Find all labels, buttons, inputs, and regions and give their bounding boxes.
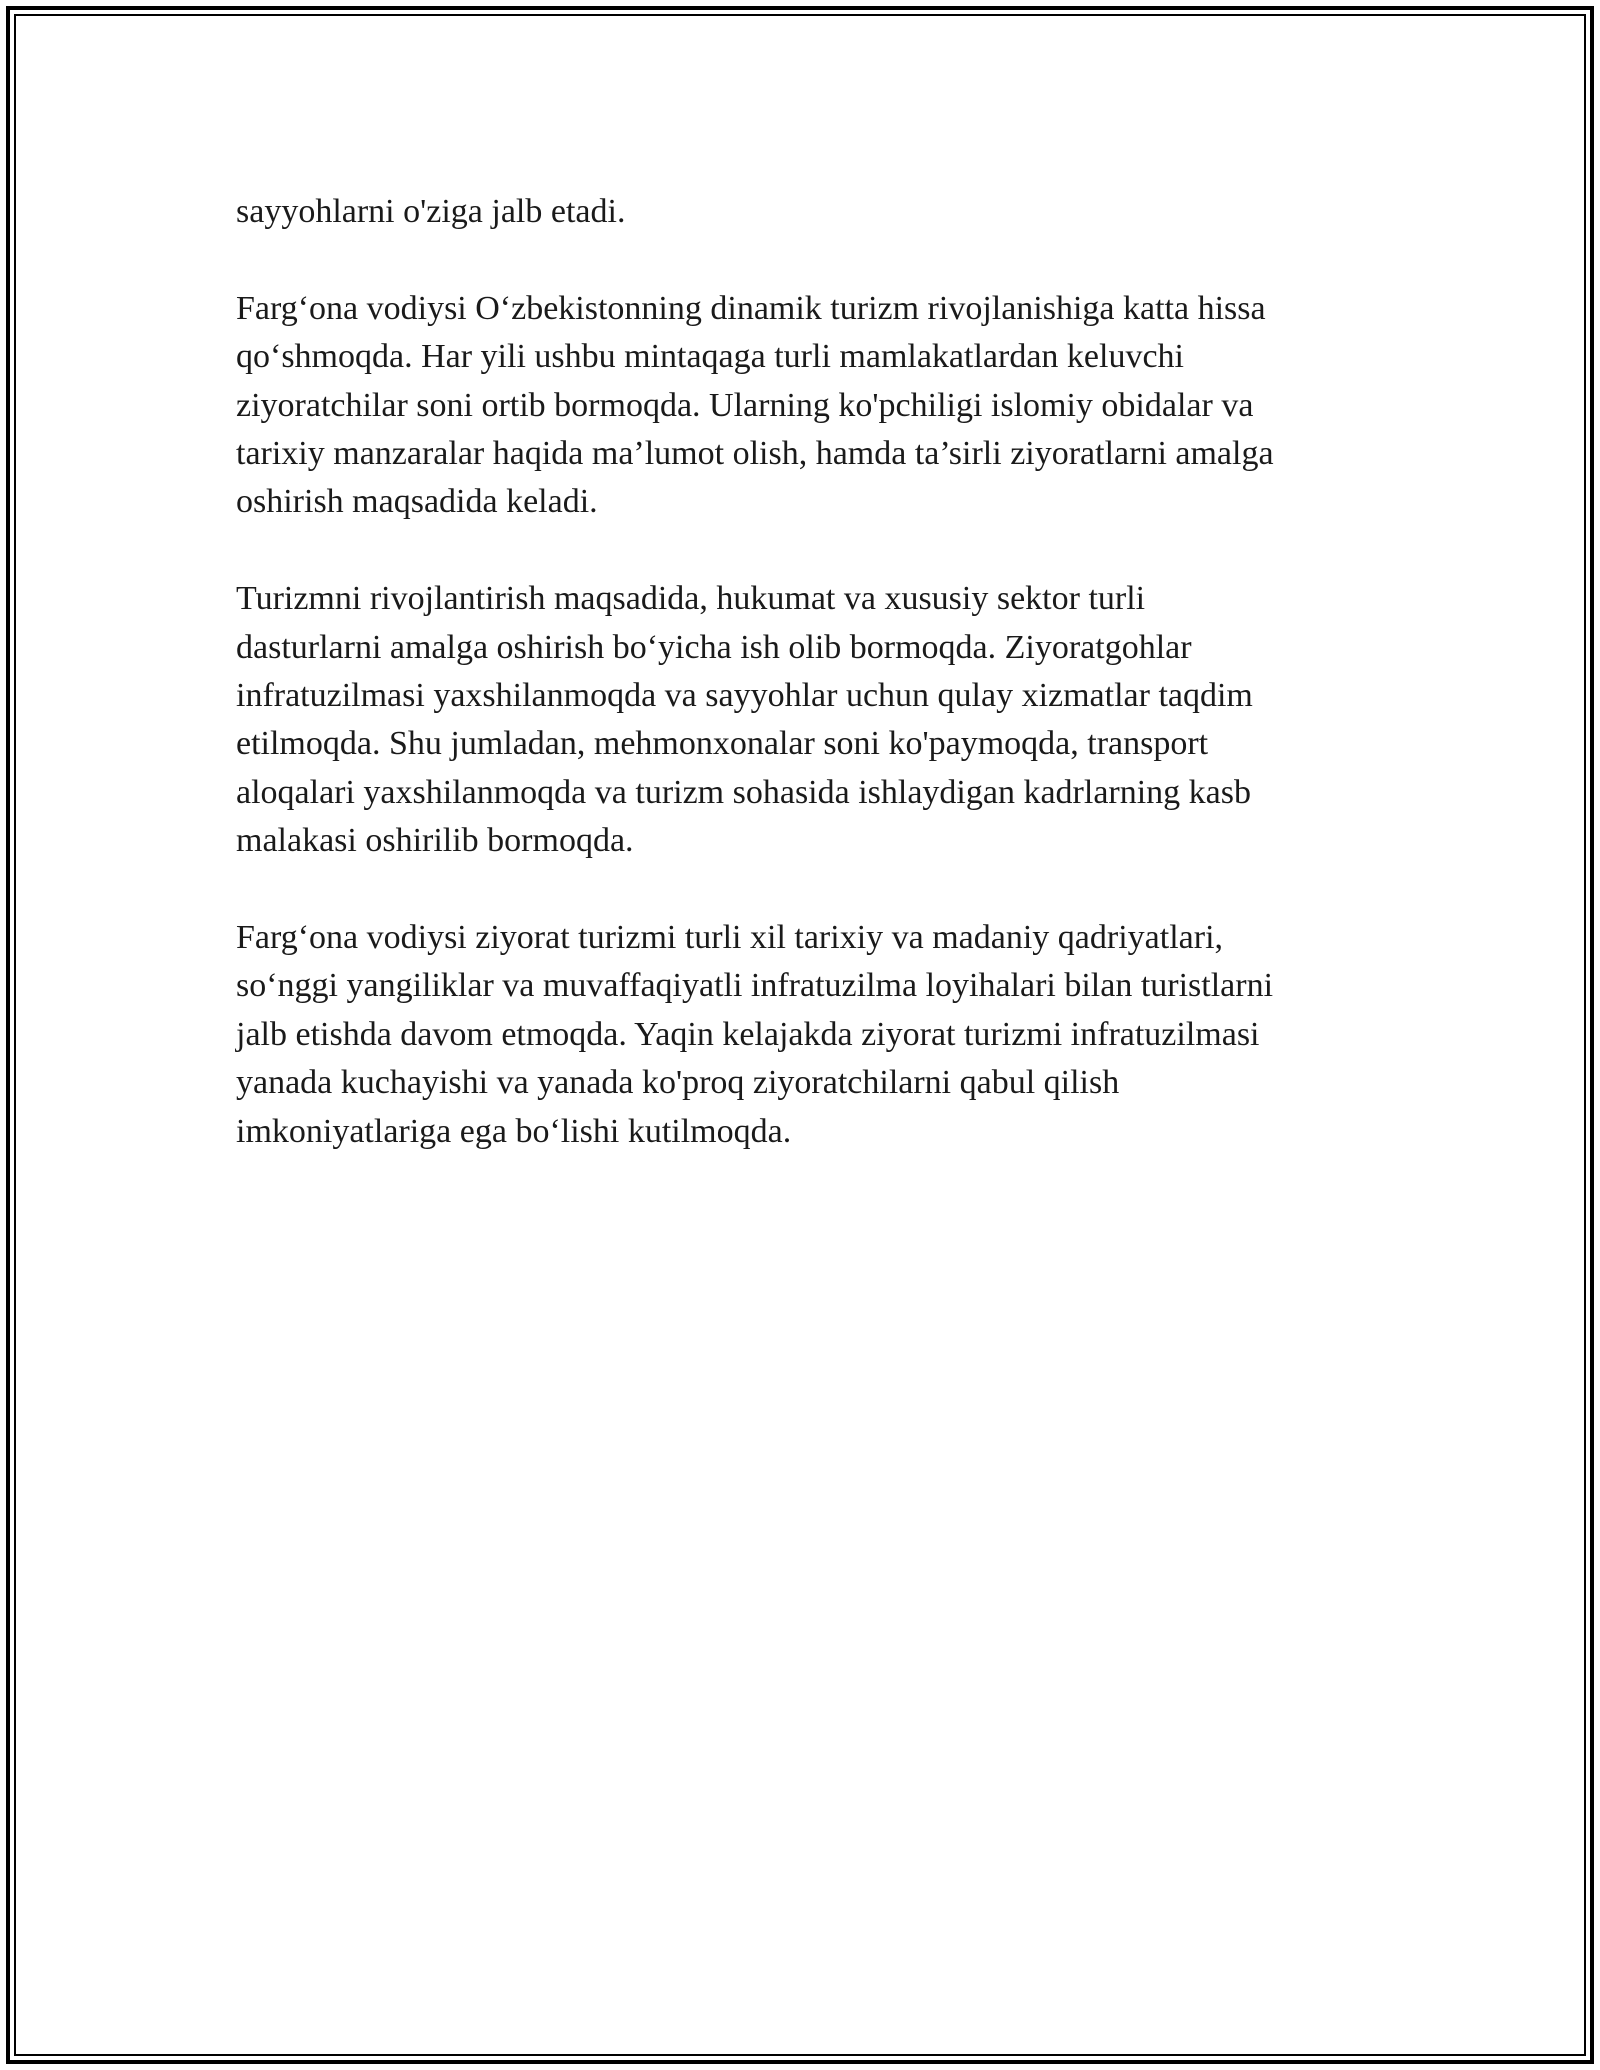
paragraph-pilgrimage-outlook: Farg‘ona vodiysi ziyorat turizmi turli xil tarixiy va madaniy qadriyatlari, so‘nggi yangiliklar va muvaffaqiyatli infratuzilma loyihalari bilan turistlarni jalb etishda davom etmoqda. Yaqin kelajakda ziyorat turizmi infratuzilmasi yanada kuchayishi va yanada ko'proq ziyoratchilarni qabul qilish imkoniyatlariga ega bo‘lishi kutilmoqda. — [236, 919, 1274, 1150]
paragraph-fergana-tourism: Farg‘ona vodiysi O‘zbekistonning dinamik turizm rivojlanishiga katta hissa qo‘shmoqda. Har yili ushbu mintaqaga turli mamlakatlardan keluvchi ziyoratchilar soni ortib bormoqda. Ularning ko'pchiligi islomiy obidalar va tarixiy manzaralar haqida ma’lumot olish, hamda ta’sirli ziyoratlarni amalga oshirish maqsadida keladi. — [236, 289, 1274, 521]
paragraph-tourism-development: Turizmni rivojlantirish maqsadida, hukumat va xususiy sektor turli dasturlarni amalga oshirish bo‘yicha ish olib bormoqda. Ziyoratgohlar infratuzilmasi yaxshilanmoqda va sayyohlar uchun qulay xizmatlar taqdim etilmoqda. Shu jumladan, mehmonxonalar soni ko'paymoqda, transport aloqalari yaxshilanmoqda va turizm sohasida ishlaydigan kadrlarning kasb malakasi oshirilib bormoqda. — [236, 580, 1253, 860]
paragraph-continuation: sayyohlarni o'ziga jalb etadi. — [236, 193, 626, 230]
document-body — [236, 188, 1376, 1204]
